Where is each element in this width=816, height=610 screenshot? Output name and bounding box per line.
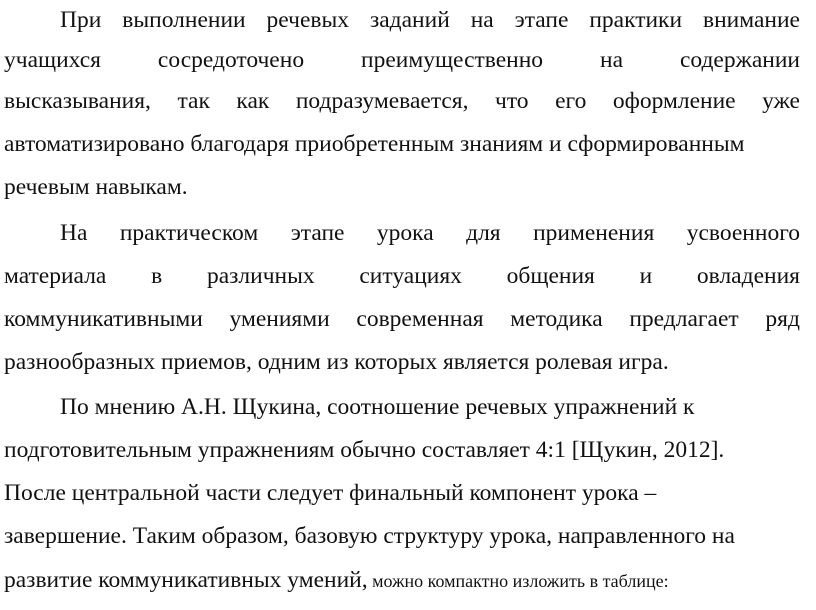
- word: как: [236, 88, 270, 114]
- word: методика: [510, 306, 603, 332]
- paragraph-2-line-3: [4, 299, 800, 339]
- word: оформление: [612, 88, 736, 114]
- word: преимущественно: [361, 47, 544, 73]
- line-text: развитие коммуникативных умений,: [4, 567, 368, 593]
- word: урока: [376, 220, 434, 246]
- paragraph-3-line-2: подготовительным упражнениям обычно составляет 4:1 [Щукин, 2012].: [4, 437, 725, 463]
- paragraph-3-line-1: По мнению А.Н. Щукина, соотношение речевых упражнений к: [60, 394, 695, 420]
- word: коммуникативными: [4, 306, 203, 332]
- paragraph-3-line-3: После центральной части следует финальный компонент урока –: [4, 480, 657, 506]
- paragraph-2-line-1: [60, 213, 800, 253]
- word: этапе: [514, 7, 569, 33]
- word: овладения: [696, 263, 800, 289]
- paragraph-3-line-5: [4, 560, 800, 600]
- word: современная: [356, 306, 484, 332]
- word: содержании: [679, 47, 800, 73]
- paragraph-3-line-4: завершение. Таким образом, базовую структуру урока, направленного на: [4, 523, 735, 549]
- word: практическом: [119, 220, 259, 246]
- word: и: [639, 263, 653, 289]
- word: подразумевается,: [295, 88, 469, 114]
- word: на: [600, 47, 624, 73]
- paragraph-2-line-2: [4, 256, 800, 296]
- line-text-small: можно компактно изложить в таблице:: [367, 571, 669, 591]
- word: высказывания,: [4, 88, 151, 114]
- word: выполнении: [122, 7, 246, 33]
- word: практики: [589, 7, 683, 33]
- paragraph-1-line-5: речевым навыкам.: [4, 174, 188, 200]
- word: различных: [206, 263, 315, 289]
- paragraph-1-line-4: автоматизировано благодаря приобретенным знаниям и сформированным: [4, 131, 745, 157]
- word: ряд: [765, 306, 800, 332]
- word: ситуациях: [359, 263, 462, 289]
- word: для: [466, 220, 501, 246]
- word: При: [60, 7, 102, 33]
- word: применения: [533, 220, 655, 246]
- word: на: [470, 7, 494, 33]
- word: общения: [506, 263, 595, 289]
- word: материала: [4, 263, 107, 289]
- word: речевых: [266, 7, 350, 33]
- word: внимание: [702, 7, 800, 33]
- word: На: [60, 220, 88, 246]
- word: так: [177, 88, 210, 114]
- word: предлагает: [629, 306, 739, 332]
- word: сосредоточено: [157, 47, 305, 73]
- paragraph-1-line-1: [60, 0, 800, 40]
- paragraph-1-line-3: [4, 81, 800, 121]
- word: усвоенного: [686, 220, 800, 246]
- paragraph-1-line-2: [4, 40, 800, 80]
- word: этапе: [290, 220, 345, 246]
- word: в: [151, 263, 163, 289]
- word: заданий: [369, 7, 450, 33]
- word: что: [495, 88, 529, 114]
- word: умениями: [229, 306, 330, 332]
- word: учащихся: [4, 47, 101, 73]
- word: уже: [762, 88, 800, 114]
- paragraph-2-line-4: разнообразных приемов, одним из которых является ролевая игра.: [4, 349, 669, 375]
- word: его: [555, 88, 587, 114]
